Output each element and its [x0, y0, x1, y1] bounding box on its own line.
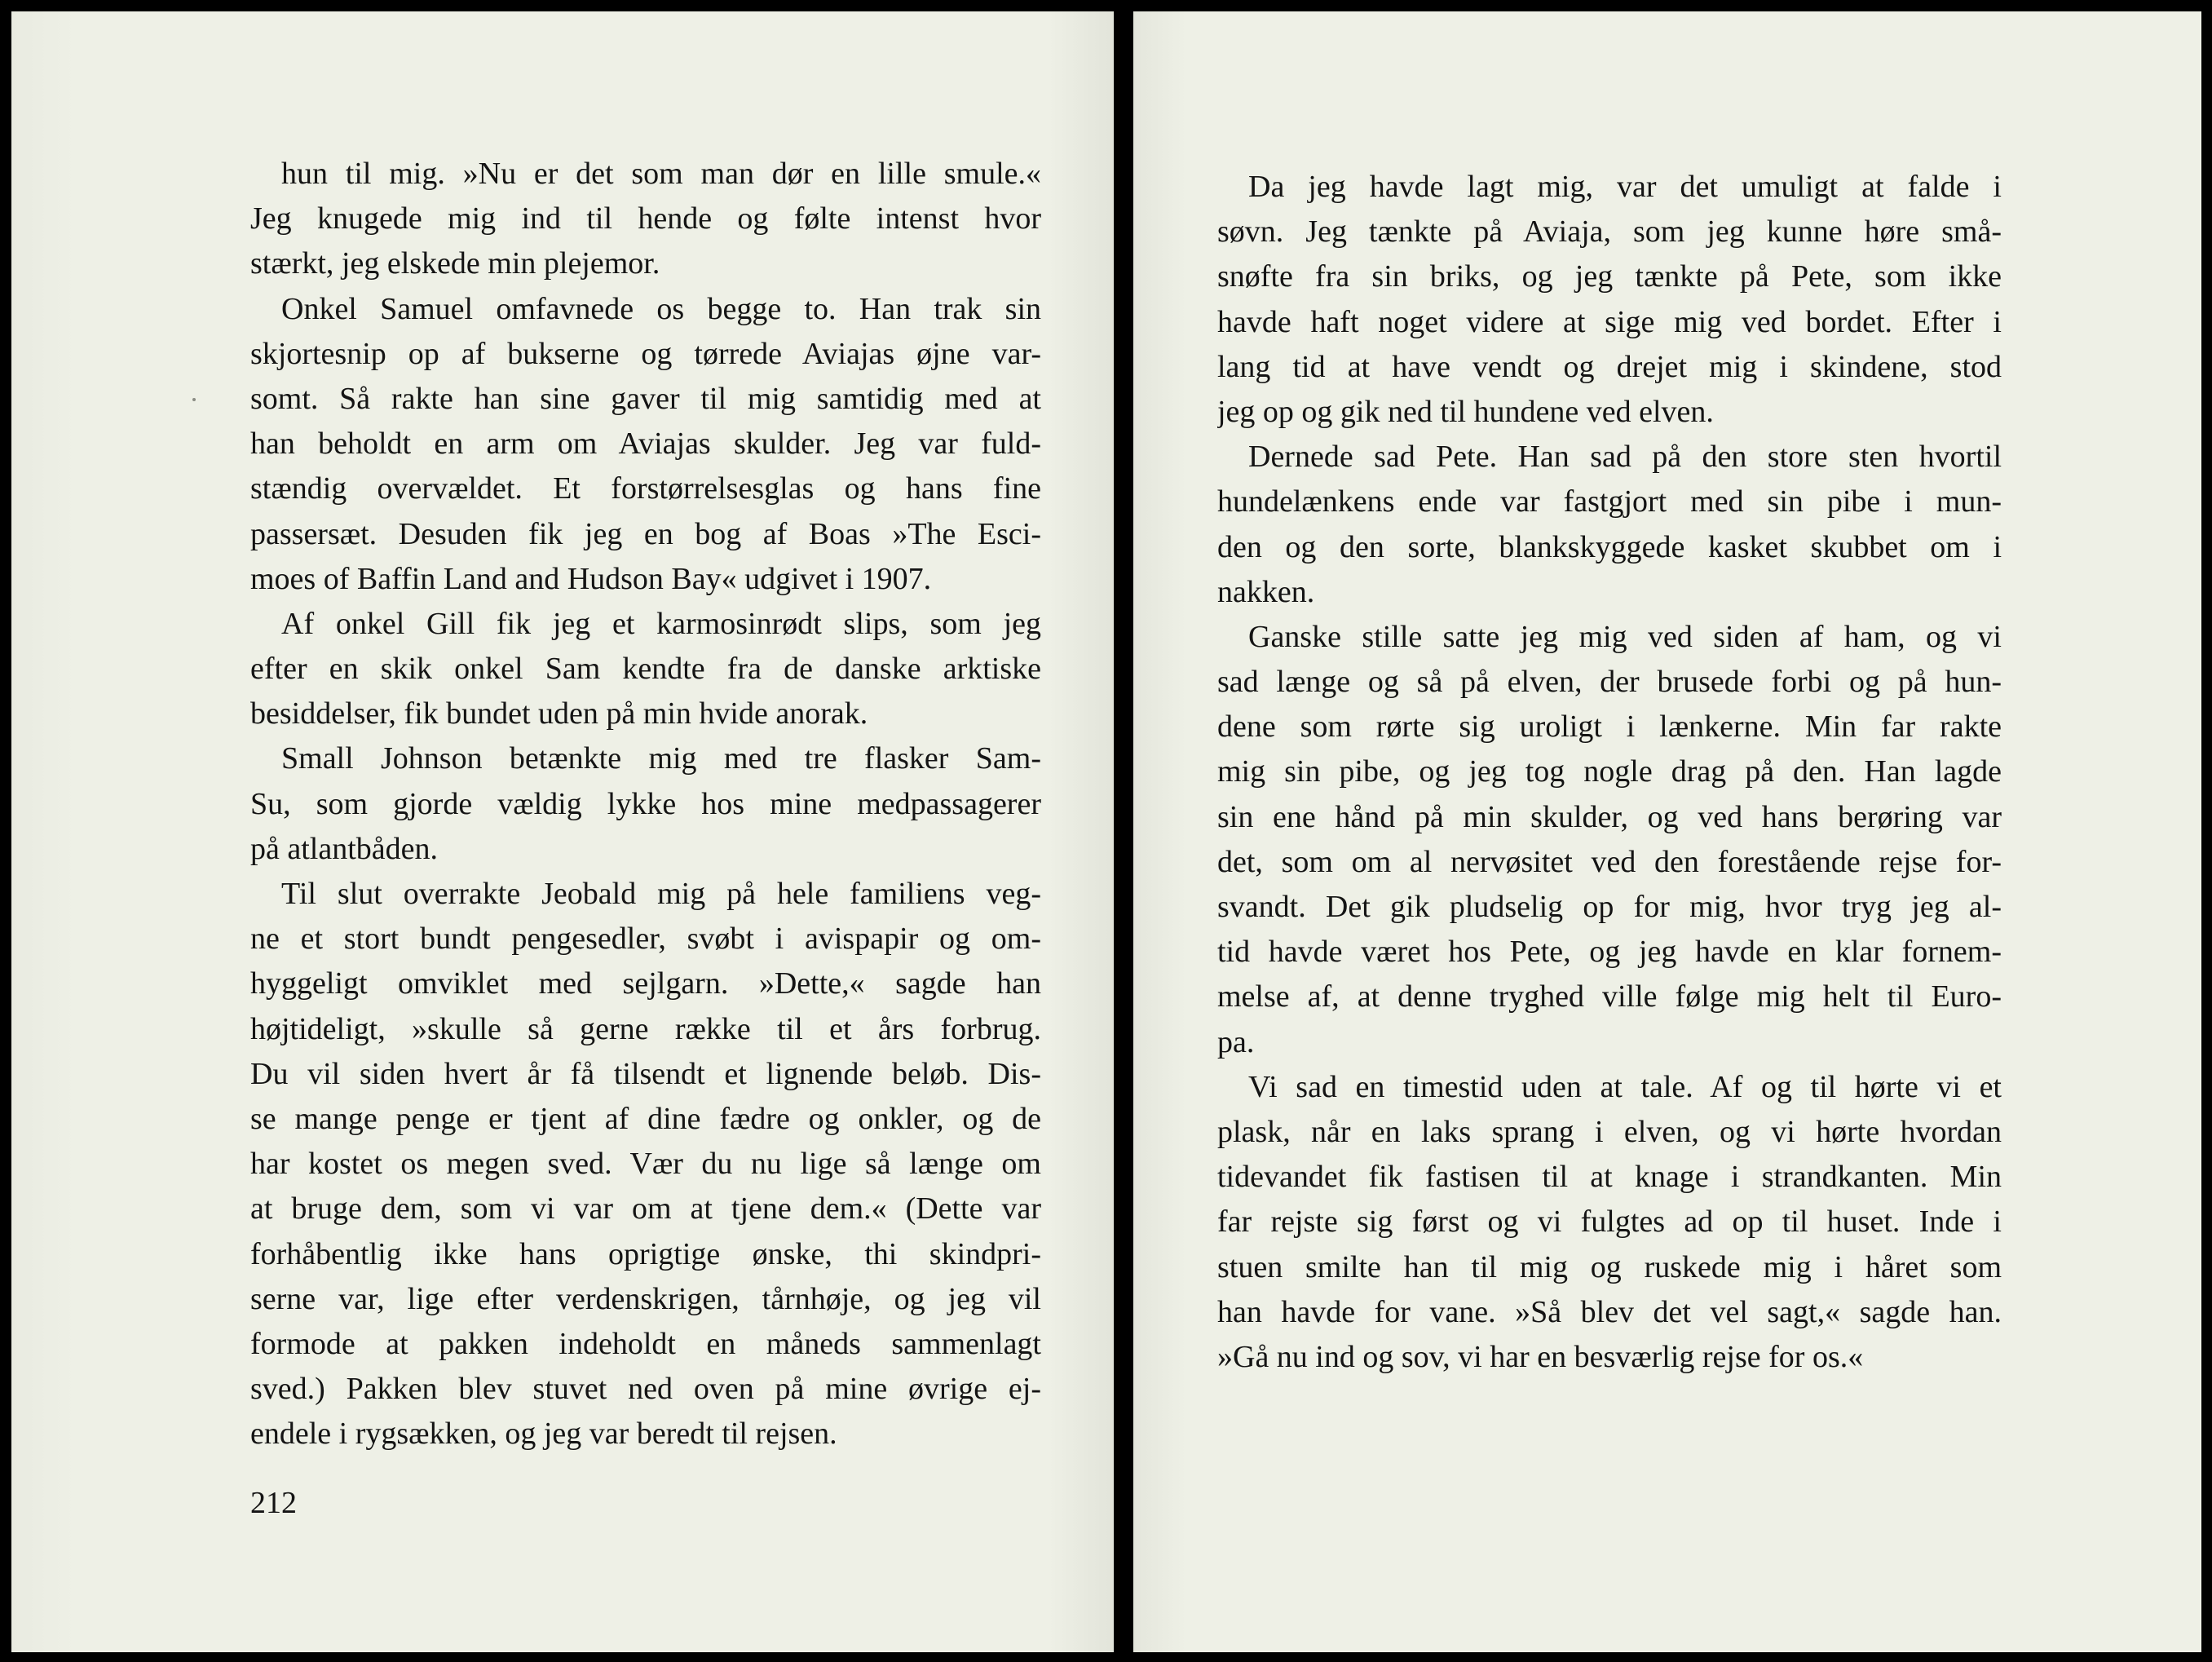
text-line: Af onkel Gill fik jeg et karmosinrødt slips, som jeg [281, 606, 1041, 641]
text-line: Onkel Samuel omfavnede os begge to. Han trak sin [281, 291, 1041, 326]
text-line: nakken. [1217, 574, 1315, 609]
text-line: på atlantbåden. [250, 831, 439, 866]
paragraph [250, 872, 1041, 1456]
text-line: tidevandet fik fastisen til at knage i strandkanten. Min [1217, 1160, 2002, 1195]
text-line: sad længe og så på elven, der brusede forbi og på hun- [1217, 665, 2002, 700]
text-line: tid havde været hos Pete, og jeg havde en klar fornem- [1217, 935, 2002, 970]
text-line: skjortesnip op af bukserne og tørrede Aviajas øjne var- [250, 336, 1041, 371]
margin-speck [192, 398, 196, 401]
text-line: jeg op og gik ned til hundene ved elven. [1217, 394, 1714, 429]
text-line: forhåbentlig ikke hans oprigtige ønske, thi skindpri- [250, 1236, 1041, 1271]
text-line: Da jeg havde lagt mig, var det umuligt at falde i [1248, 170, 2002, 204]
text-line: Til slut overrakte Jeobald mig på hele familiens veg- [281, 877, 1041, 911]
text-line: Du vil siden hvert år få tilsendt et lignende beløb. Dis- [250, 1056, 1041, 1091]
right-page [1133, 11, 2201, 1652]
text-line: Ganske stille satte jeg mig ved siden af ham, og vi [1248, 619, 2002, 654]
left-page [11, 11, 1114, 1652]
text-line: formode at pakken indeholdt en måneds sammenlagt [250, 1326, 1041, 1361]
text-line: Su, som gjorde vældig lykke hos mine medpassagerer [250, 786, 1041, 821]
paragraph [1217, 435, 2002, 615]
text-line: højtideligt, »skulle så gerne række til et års forbrug. [250, 1011, 1041, 1046]
text-line: Dernede sad Pete. Han sad på den store sten hvortil [1248, 440, 2002, 475]
text-line: han havde for vane. »Så blev det vel sagt,« sagde han. [1217, 1294, 2002, 1329]
paragraph [250, 736, 1041, 872]
text-line: svandt. Det gik pludselig op for mig, hvor tryg jeg al- [1217, 890, 2002, 924]
text-line: ne et stort bundt pengesedler, svøbt i avispapir og om- [250, 922, 1041, 957]
text-line: passersæt. Desuden fik jeg en bog af Boas »The Esci- [250, 516, 1041, 551]
text-line: havde haft noget videre at sige mig ved bordet. Efter i [1217, 304, 2002, 339]
text-line: Small Johnson betænkte mig med tre flasker Sam- [281, 741, 1041, 776]
text-line: har kostet os megen sved. Vær du nu lige så længe om [250, 1147, 1041, 1182]
text-line: moes of Baffin Land and Hudson Bay« udgivet i 1907. [250, 561, 932, 596]
text-line: snøfte fra sin briks, og jeg tænkte på Pete, som ikke [1217, 259, 2002, 294]
text-line: han beholdt en arm om Aviajas skulder. Jeg var fuld- [250, 427, 1041, 462]
text-line: mig sin pibe, og jeg tog nogle drag på den. Han lagde [1217, 754, 2002, 789]
text-line: endele i rygsækken, og jeg var beredt til rejsen. [250, 1417, 837, 1452]
text-line: se mange penge er tjent af dine fædre og onkler, og de [250, 1101, 1041, 1136]
text-line: stændig overvældet. Et forstørrelsesglas og hans fine [250, 471, 1041, 506]
text-line: at bruge dem, som vi var om at tjene dem.« (Dette var [250, 1191, 1041, 1227]
text-line: Jeg knugede mig ind til hende og følte intenst hvor [250, 201, 1041, 236]
paragraph [1217, 1065, 2002, 1380]
text-line: efter en skik onkel Sam kendte fra de danske arktiske [250, 652, 1041, 687]
text-line: sin ene hånd på min skulder, og ved hans berøring var [1217, 799, 2002, 834]
text-line: hyggeligt omviklet med sejlgarn. »Dette,« sagde han [250, 966, 1041, 1001]
text-line: hundelænkens ende var fastgjort med sin pibe i mun- [1217, 484, 2002, 519]
text-line: serne var, lige efter verdenskrigen, tårnhøje, og jeg vil [250, 1281, 1041, 1316]
text-line: besiddelser, fik bundet uden på min hvide anorak. [250, 696, 868, 732]
text-line: plask, når en laks sprang i elven, og vi hørte hvordan [1217, 1114, 2002, 1149]
text-line: stærkt, jeg elskede min plejemor. [250, 246, 660, 281]
paragraph [250, 287, 1041, 602]
text-line: pa. [1217, 1024, 1255, 1059]
text-line: Vi sad en timestid uden at tale. Af og til hørte vi et [1248, 1069, 2002, 1104]
text-line: stuen smilte han til mig og ruskede mig i håret som [1217, 1249, 2002, 1284]
text-line: det, som om al nervøsitet ved den forestående rejse for- [1217, 844, 2002, 879]
text-line: sved.) Pakken blev stuvet ned oven på mine øvrige ej- [250, 1372, 1041, 1407]
text-line: dene som rørte sig uroligt i lænkerne. Min far rakte [1217, 709, 2002, 745]
text-line: den og den sorte, blankskyggede kasket skubbet om i [1217, 529, 2002, 564]
text-line: lang tid at have vendt og drejet mig i skindene, stod [1217, 349, 2002, 384]
page-number: 212 [250, 1486, 297, 1520]
text-line: somt. Så rakte han sine gaver til mig samtidig med at [250, 381, 1041, 416]
text-line: søvn. Jeg tænkte på Aviaja, som jeg kunne høre små- [1217, 214, 2002, 250]
paragraph [1217, 615, 2002, 1065]
text-line: melse af, at denne tryghed ville følge mig helt til Euro- [1217, 979, 2002, 1014]
left-page-text [250, 152, 1041, 1456]
paragraph [1217, 165, 2002, 435]
right-page-text [1217, 165, 2002, 1380]
paragraph [250, 152, 1041, 287]
paragraph [250, 602, 1041, 737]
text-line: far rejste sig først og vi fulgtes ad op til huset. Inde i [1217, 1205, 2002, 1240]
text-line: »Gå nu ind og sov, vi har en besværlig rejse for os.« [1217, 1339, 1864, 1374]
text-line: hun til mig. »Nu er det som man dør en lille smule.« [281, 157, 1041, 191]
